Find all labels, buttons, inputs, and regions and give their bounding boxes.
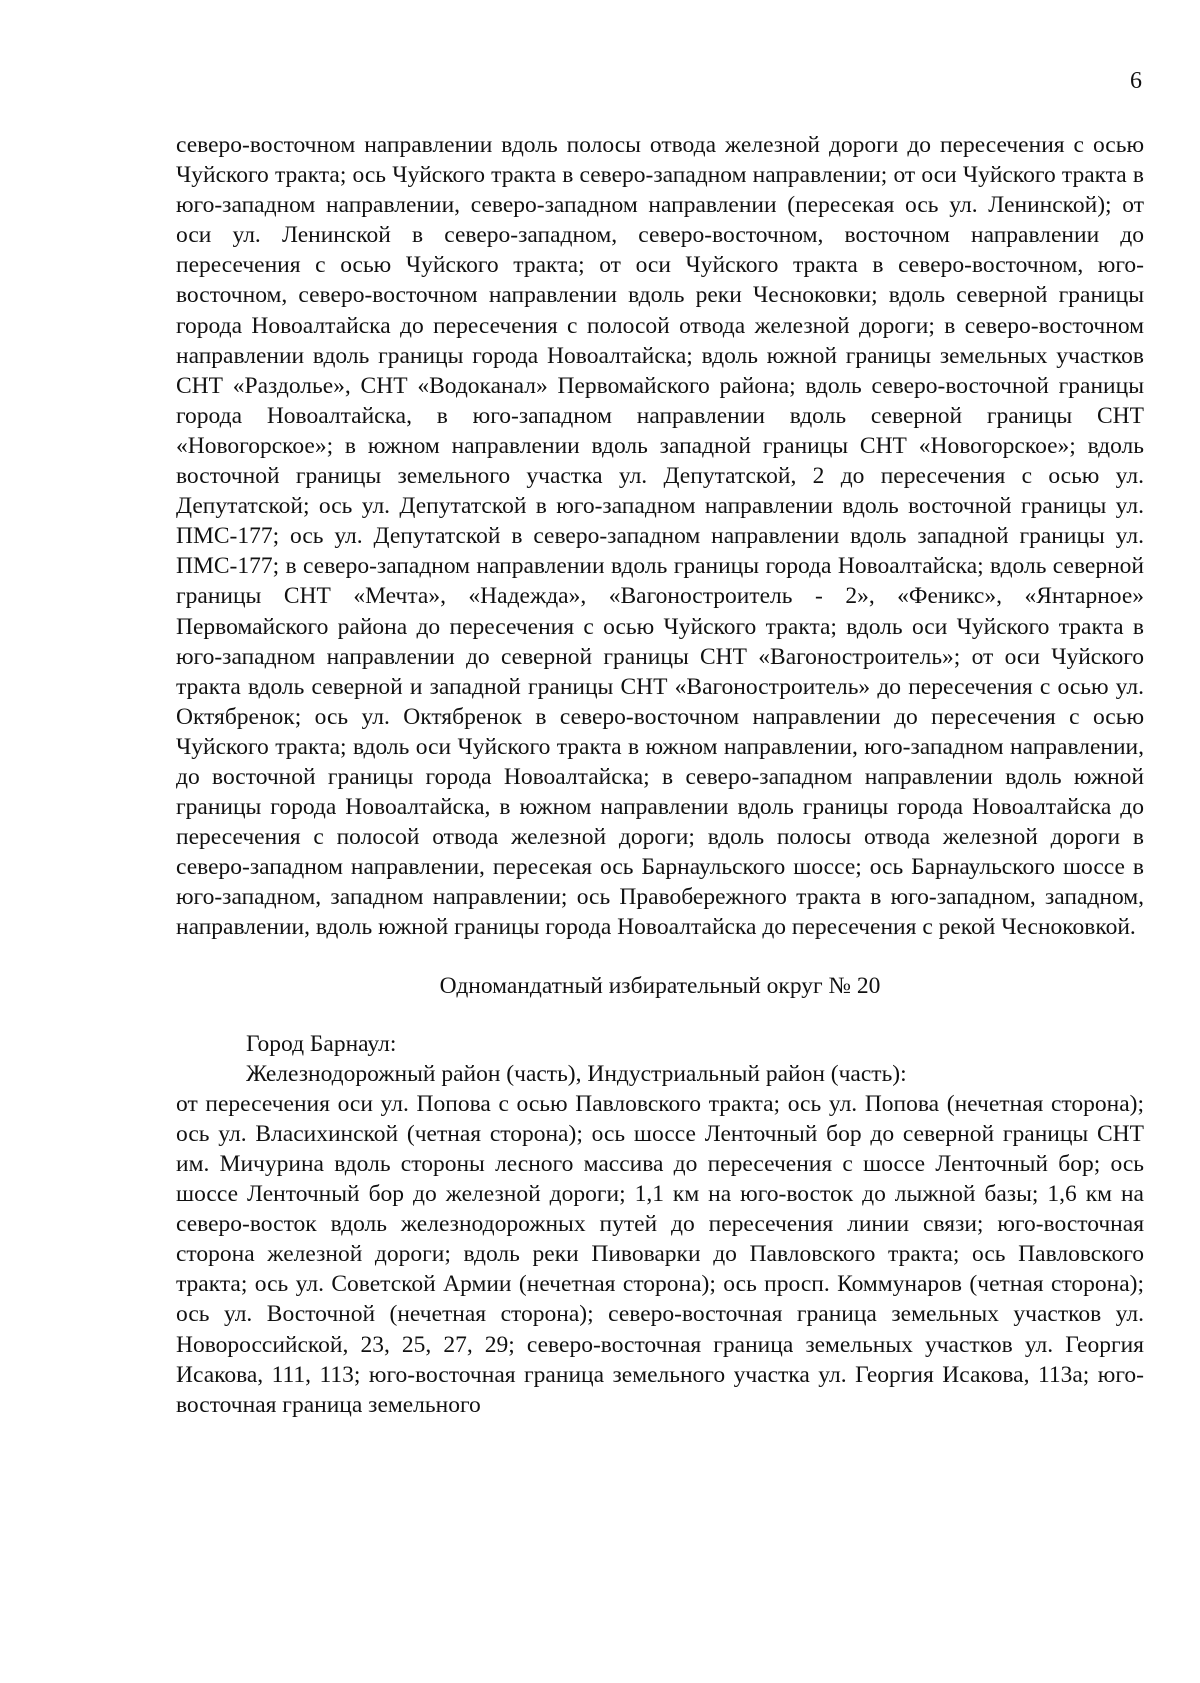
document-body (176, 130, 1144, 1420)
district-heading: Одномандатный избирательный округ № 20 (439, 972, 881, 999)
page-number: 6 (1130, 68, 1142, 94)
paragraph-boundary: от пересечения оси ул. Попова с осью Павловского тракта; ось ул. Попова (нечетная сторона); ось ул. Власихинской (четная сторона); ось шоссе Ленточный бор до северной границы СНТ им. Мичурина вдоль стороны лесного массива до пересечения с шоссе Ленточный бор; ось шоссе Ленточный бор до железной дороги; 1,1 км на юго-восток до лыжной базы; 1,6 км на северо-восток вдоль железнодорожных путей до пересечения линии связи; юго-восточная сторона железной дороги; вдоль реки Пивоварки до Павловского тракта; ось Павловского тракта; ось ул. Советской Армии (нечетная сторона); ось просп. Коммунаров (четная сторона); ось ул. Восточной (нечетная сторона); северо-восточная граница земельных участков ул. Новороссийской, 23, 25, 27, 29; северо-восточная граница земельных участков ул. Георгия Исакова, 111, 113; юго-восточная граница земельного участка ул. Георгия Исакова, 113а; юго-восточная граница земельного (176, 1090, 1144, 1418)
districts-line: Железнодорожный район (часть), Индустриальный район (часть): (246, 1060, 907, 1087)
city-line: Город Барнаул: (246, 1030, 397, 1057)
paragraph-continued: северо-восточном направлении вдоль полосы отвода железной дороги до пересечения с осью Чуйского тракта; ось Чуйского тракта в северо-западном направлении; от оси Чуйского тракта в юго-западном направлении, северо-западном направлении (пересекая ось ул. Ленинской); от оси ул. Ленинской в северо-западном, северо-восточном, восточном направлении до пересечения с осью Чуйского тракта; от оси Чуйского тракта в северо-восточном, юго-восточном, северо-восточном направлении вдоль реки Чесноковки; вдоль северной границы города Новоалтайска до пересечения с полосой отвода железной дороги; в северо-восточном направлении вдоль границы города Новоалтайска; вдоль южной границы земельных участков СНТ «Раздолье», СНТ «Водоканал» Первомайского района; вдоль северо-восточной границы города Новоалтайска, в юго-западном направлении вдоль северной границы СНТ «Новогорское»; в южном направлении вдоль западной границы СНТ «Новогорское»; вдоль восточной границы земельного участка ул. Депутатской, 2 до пересечения с осью ул. Депутатской; ось ул. Депутатской в юго-западном направлении вдоль восточной границы ул. ПМС-177; ось ул. Депутатской в северо-западном направлении вдоль западной границы ул. ПМС-177; в северо-западном направлении вдоль границы города Новоалтайска; вдоль северной границы СНТ «Мечта», «Надежда», «Вагоностроитель - 2», «Феникс», «Янтарное» Первомайского района до пересечения с осью Чуйского тракта; вдоль оси Чуйского тракта в юго-западном направлении до северной границы СНТ «Вагоностроитель»; от оси Чуйского тракта вдоль северной и западной границы СНТ «Вагоностроитель» до пересечения с осью ул. Октябренок; ось ул. Октябренок в северо-восточном направлении до пересечения с осью Чуйского тракта; вдоль оси Чуйского тракта в южном направлении, юго-западном направлении, до восточной границы города Новоалтайска; в северо-западном направлении вдоль южной границы города Новоалтайска, в южном направлении вдоль границы города Новоалтайска до пересечения с полосой отвода железной дороги; вдоль полосы отвода железной дороги в северо-западном направлении, пересекая ось Барнаульского шоссе; ось Барнаульского шоссе в юго-западном, западном направлении; ось Правобережного тракта в юго-западном, западном, направлении, вдоль южной границы города Новоалтайска до пересечения с рекой Чесноковкой. (176, 132, 1144, 941)
